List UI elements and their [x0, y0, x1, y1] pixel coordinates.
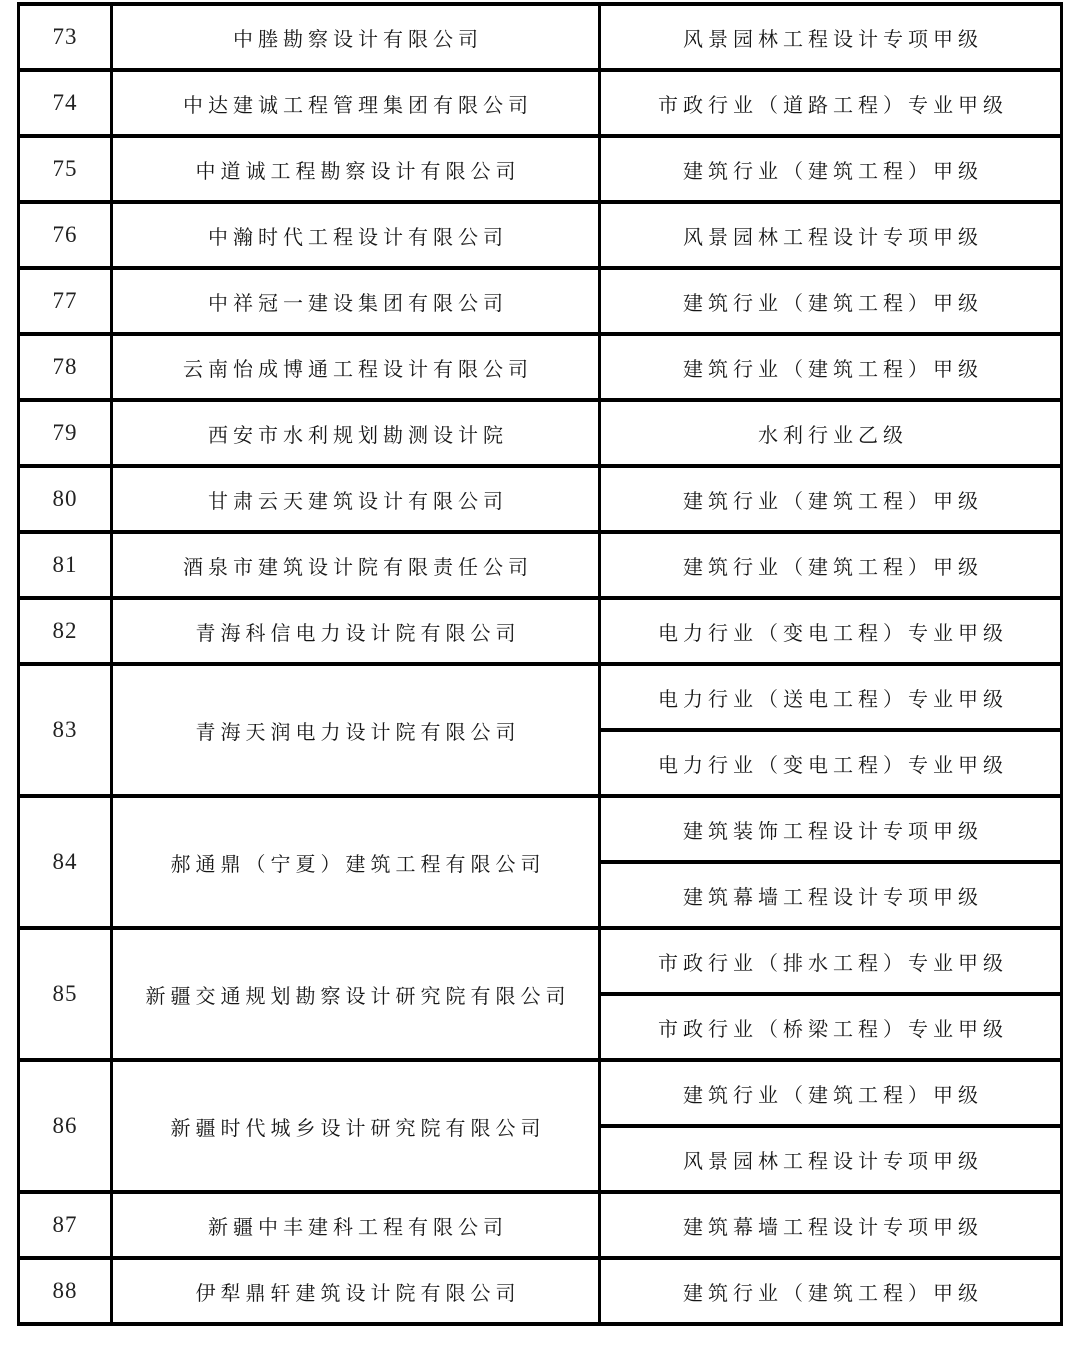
qualification-cell: 建筑行业（建筑工程）甲级: [600, 136, 1062, 202]
qualification-cell: 建筑行业（建筑工程）甲级: [600, 334, 1062, 400]
row-number-cell: 82: [19, 598, 112, 664]
row-number-cell: 80: [19, 466, 112, 532]
qualification-cell: 风景园林工程设计专项甲级: [600, 202, 1062, 268]
qualification-cell: 电力行业（变电工程）专业甲级: [600, 730, 1062, 796]
company-name-cell: 新疆时代城乡设计研究院有限公司: [112, 1060, 600, 1192]
table-row: [19, 1060, 1062, 1126]
row-number-cell: 79: [19, 400, 112, 466]
company-name-cell: 青海天润电力设计院有限公司: [112, 664, 600, 796]
qualification-table: [17, 2, 1063, 1326]
qualification-cell: 市政行业（桥梁工程）专业甲级: [600, 994, 1062, 1060]
qualification-cell: 建筑行业（建筑工程）甲级: [600, 532, 1062, 598]
table-row: [19, 796, 1062, 862]
qualification-cell: 建筑幕墙工程设计专项甲级: [600, 862, 1062, 928]
company-name-cell: 云南怡成博通工程设计有限公司: [112, 334, 600, 400]
row-number-cell: 86: [19, 1060, 112, 1192]
company-name-cell: 青海科信电力设计院有限公司: [112, 598, 600, 664]
qualification-cell: 风景园林工程设计专项甲级: [600, 1126, 1062, 1192]
row-number-cell: 85: [19, 928, 112, 1060]
table-row: [19, 928, 1062, 994]
company-name-cell: 中祥冠一建设集团有限公司: [112, 268, 600, 334]
qualification-cell: 市政行业（道路工程）专业甲级: [600, 70, 1062, 136]
row-number-cell: 81: [19, 532, 112, 598]
table-row: [19, 664, 1062, 730]
table-row: [19, 1192, 1062, 1258]
company-name-cell: 新疆交通规划勘察设计研究院有限公司: [112, 928, 600, 1060]
row-number-cell: 74: [19, 70, 112, 136]
qualification-cell: 电力行业（变电工程）专业甲级: [600, 598, 1062, 664]
company-name-cell: 伊犁鼎轩建筑设计院有限公司: [112, 1258, 600, 1324]
qualification-cell: 建筑行业（建筑工程）甲级: [600, 268, 1062, 334]
row-number-cell: 78: [19, 334, 112, 400]
company-name-cell: 郝通鼎（宁夏）建筑工程有限公司: [112, 796, 600, 928]
company-name-cell: 甘肃云天建筑设计有限公司: [112, 466, 600, 532]
table-row: [19, 70, 1062, 136]
table-row: [19, 202, 1062, 268]
row-number-cell: 75: [19, 136, 112, 202]
table-row: [19, 598, 1062, 664]
qualification-cell: 风景园林工程设计专项甲级: [600, 4, 1062, 70]
row-number-cell: 73: [19, 4, 112, 70]
table-body: [19, 4, 1062, 1324]
company-name-cell: 新疆中丰建科工程有限公司: [112, 1192, 600, 1258]
table-row: [19, 136, 1062, 202]
table-row: [19, 466, 1062, 532]
table-row: [19, 400, 1062, 466]
table-row: [19, 268, 1062, 334]
qualification-cell: 建筑行业（建筑工程）甲级: [600, 466, 1062, 532]
table-row: [19, 334, 1062, 400]
company-name-cell: 中塍勘察设计有限公司: [112, 4, 600, 70]
company-name-cell: 中道诚工程勘察设计有限公司: [112, 136, 600, 202]
table-row: [19, 532, 1062, 598]
qualification-cell: 建筑行业（建筑工程）甲级: [600, 1060, 1062, 1126]
qualification-cell: 建筑装饰工程设计专项甲级: [600, 796, 1062, 862]
qualification-cell: 建筑行业（建筑工程）甲级: [600, 1258, 1062, 1324]
qualification-cell: 水利行业乙级: [600, 400, 1062, 466]
row-number-cell: 84: [19, 796, 112, 928]
table-row: [19, 1258, 1062, 1324]
row-number-cell: 87: [19, 1192, 112, 1258]
row-number-cell: 83: [19, 664, 112, 796]
row-number-cell: 77: [19, 268, 112, 334]
table-row: [19, 4, 1062, 70]
qualification-cell: 建筑幕墙工程设计专项甲级: [600, 1192, 1062, 1258]
qualification-cell: 电力行业（送电工程）专业甲级: [600, 664, 1062, 730]
company-name-cell: 酒泉市建筑设计院有限责任公司: [112, 532, 600, 598]
company-name-cell: 中瀚时代工程设计有限公司: [112, 202, 600, 268]
company-name-cell: 中达建诚工程管理集团有限公司: [112, 70, 600, 136]
row-number-cell: 76: [19, 202, 112, 268]
row-number-cell: 88: [19, 1258, 112, 1324]
company-name-cell: 西安市水利规划勘测设计院: [112, 400, 600, 466]
qualification-cell: 市政行业（排水工程）专业甲级: [600, 928, 1062, 994]
